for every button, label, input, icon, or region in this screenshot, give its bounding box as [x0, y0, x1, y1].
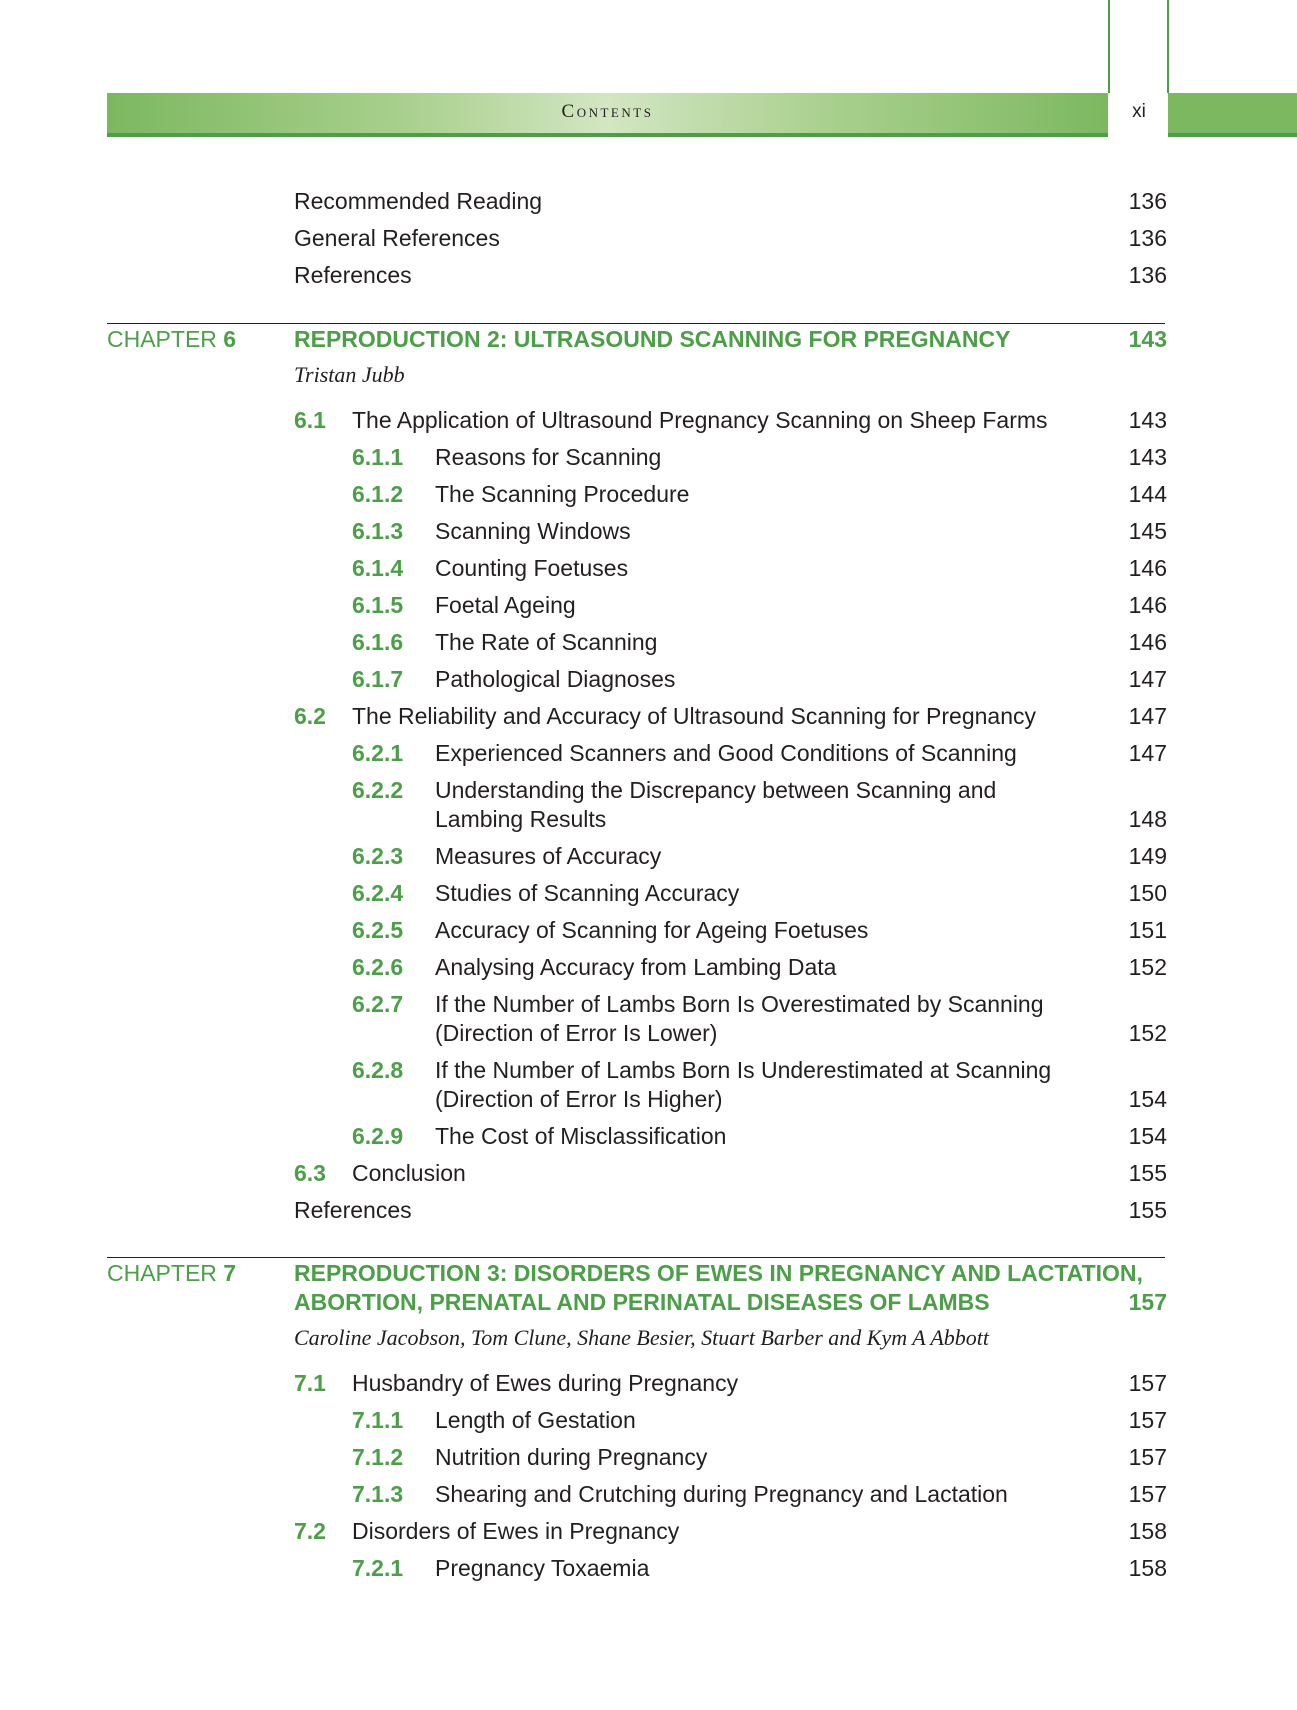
subsection-number: 6.2.7: [352, 991, 404, 1017]
subsection-number: 6.2.1: [352, 740, 404, 766]
chapter-divider: [107, 1257, 1165, 1258]
subsection-title: Scanning Windows: [435, 518, 631, 544]
section-page: 157: [1128, 1370, 1167, 1396]
subsection-title: The Scanning Procedure: [435, 481, 690, 507]
chapter-title-line1: REPRODUCTION 3: DISORDERS OF EWES IN PREGNANCY AND LACTATION,: [294, 1260, 1143, 1286]
subsection-title: Reasons for Scanning: [435, 444, 662, 470]
subsection-title: Shearing and Crutching during Pregnancy and Lactation: [435, 1481, 1008, 1507]
toc-entry-page: 136: [1128, 188, 1167, 214]
subsection-title-continued: (Direction of Error Is Lower): [435, 1020, 718, 1046]
subsection-page: 154: [1128, 1123, 1167, 1149]
toc-entry-page: 136: [1128, 225, 1167, 251]
subsection-number: 6.2.9: [352, 1123, 404, 1149]
subsection-number: 6.1.1: [352, 444, 404, 470]
subsection-page: 157: [1128, 1481, 1167, 1507]
chapter-title-line2: ABORTION, PRENATAL AND PERINATAL DISEASES OF LAMBS: [294, 1289, 990, 1315]
subsection-title: Nutrition during Pregnancy: [435, 1444, 708, 1470]
subsection-title: The Rate of Scanning: [435, 629, 658, 655]
section-page: 158: [1128, 1518, 1167, 1544]
subsection-title: Pregnancy Toxaemia: [435, 1555, 650, 1581]
subsection-number: 6.2.4: [352, 880, 404, 906]
subsection-number: 6.2.3: [352, 843, 404, 869]
subsection-page: 146: [1128, 555, 1167, 581]
subsection-number: 7.1.1: [352, 1407, 404, 1433]
subsection-title: Studies of Scanning Accuracy: [435, 880, 740, 906]
section-title: Husbandry of Ewes during Pregnancy: [352, 1370, 739, 1396]
subsection-page: 146: [1128, 592, 1167, 618]
subsection-number: 7.1.2: [352, 1444, 404, 1470]
subsection-title: Pathological Diagnoses: [435, 666, 676, 692]
toc-entry-title: Recommended Reading: [294, 188, 543, 214]
section-page: 155: [1128, 1160, 1167, 1186]
section-number: 7.1: [294, 1370, 326, 1396]
subsection-page: 158: [1128, 1555, 1167, 1581]
subsection-number: 6.1.5: [352, 592, 404, 618]
subsection-number: 6.2.8: [352, 1057, 404, 1083]
subsection-title: The Cost of Misclassification: [435, 1123, 727, 1149]
subsection-title: Length of Gestation: [435, 1407, 636, 1433]
section-number: 6.1: [294, 407, 326, 433]
section-title: Conclusion: [352, 1160, 466, 1186]
chapter-label: CHAPTER 7: [107, 1260, 237, 1286]
subsection-number: 6.2.5: [352, 917, 404, 943]
section-number: 6.2: [294, 703, 326, 729]
subsection-title: Accuracy of Scanning for Ageing Foetuses: [435, 917, 869, 943]
subsection-page: 152: [1128, 1020, 1167, 1046]
section-title: The Reliability and Accuracy of Ultrasound Scanning for Pregnancy: [352, 703, 1036, 729]
subsection-number: 6.2.6: [352, 954, 404, 980]
subsection-number: 6.1.7: [352, 666, 404, 692]
subsection-page: 152: [1128, 954, 1167, 980]
subsection-title-continued: (Direction of Error Is Higher): [435, 1086, 723, 1112]
chapter-title: REPRODUCTION 2: ULTRASOUND SCANNING FOR PREGNANCY: [294, 326, 1011, 352]
chapter-authors: Caroline Jacobson, Tom Clune, Shane Besier, Stuart Barber and Kym A Abbott: [294, 1325, 990, 1350]
page-tab-band: [1168, 93, 1297, 137]
subsection-title-continued: Lambing Results: [435, 806, 607, 832]
subsection-page: 147: [1128, 666, 1167, 692]
page-tab-right-rule: [1167, 0, 1169, 93]
subsection-page: 148: [1128, 806, 1167, 832]
references-page: 155: [1128, 1197, 1167, 1223]
subsection-number: 6.1.4: [352, 555, 404, 581]
page-number: xi: [1132, 101, 1146, 122]
subsection-page: 147: [1128, 740, 1167, 766]
chapter-author: Tristan Jubb: [294, 362, 405, 387]
subsection-page: 145: [1128, 518, 1167, 544]
chapter-page: 143: [1128, 326, 1167, 352]
subsection-number: 7.1.3: [352, 1481, 404, 1507]
section-number: 7.2: [294, 1518, 326, 1544]
page-tab-left-rule: [1108, 0, 1110, 93]
subsection-title: Experienced Scanners and Good Conditions of Scanning: [435, 740, 1017, 766]
subsection-page: 143: [1128, 444, 1167, 470]
subsection-page: 151: [1128, 917, 1167, 943]
subsection-page: 154: [1128, 1086, 1167, 1112]
chapter-divider: [107, 323, 1165, 324]
subsection-title: If the Number of Lambs Born Is Overestimated by Scanning: [435, 991, 1044, 1017]
subsection-title: If the Number of Lambs Born Is Underestimated at Scanning: [435, 1057, 1052, 1083]
references-title: References: [294, 1197, 412, 1223]
subsection-number: 6.1.6: [352, 629, 404, 655]
section-page: 147: [1128, 703, 1167, 729]
chapter-page: 157: [1128, 1289, 1167, 1315]
subsection-number: 7.2.1: [352, 1555, 404, 1581]
subsection-page: 157: [1128, 1444, 1167, 1470]
toc-entry-title: General References: [294, 225, 500, 251]
section-page: 143: [1128, 407, 1167, 433]
subsection-page: 144: [1128, 481, 1167, 507]
chapter-label: CHAPTER 6: [107, 326, 237, 352]
subsection-page: 150: [1128, 880, 1167, 906]
subsection-page: 157: [1128, 1407, 1167, 1433]
subsection-title: Understanding the Discrepancy between Scanning and: [435, 777, 997, 803]
subsection-number: 6.2.2: [352, 777, 404, 803]
toc-entry-title: References: [294, 262, 412, 288]
section-title: The Application of Ultrasound Pregnancy Scanning on Sheep Farms: [352, 407, 1048, 433]
subsection-page: 149: [1128, 843, 1167, 869]
section-title: Disorders of Ewes in Pregnancy: [352, 1518, 680, 1544]
subsection-title: Foetal Ageing: [435, 592, 576, 618]
section-number: 6.3: [294, 1160, 326, 1186]
subsection-title: Measures of Accuracy: [435, 843, 662, 869]
subsection-number: 6.1.3: [352, 518, 404, 544]
toc-entry-page: 136: [1128, 262, 1167, 288]
subsection-page: 146: [1128, 629, 1167, 655]
subsection-title: Analysing Accuracy from Lambing Data: [435, 954, 837, 980]
running-header-title: Contents: [561, 101, 654, 122]
subsection-number: 6.1.2: [352, 481, 404, 507]
subsection-title: Counting Foetuses: [435, 555, 629, 581]
